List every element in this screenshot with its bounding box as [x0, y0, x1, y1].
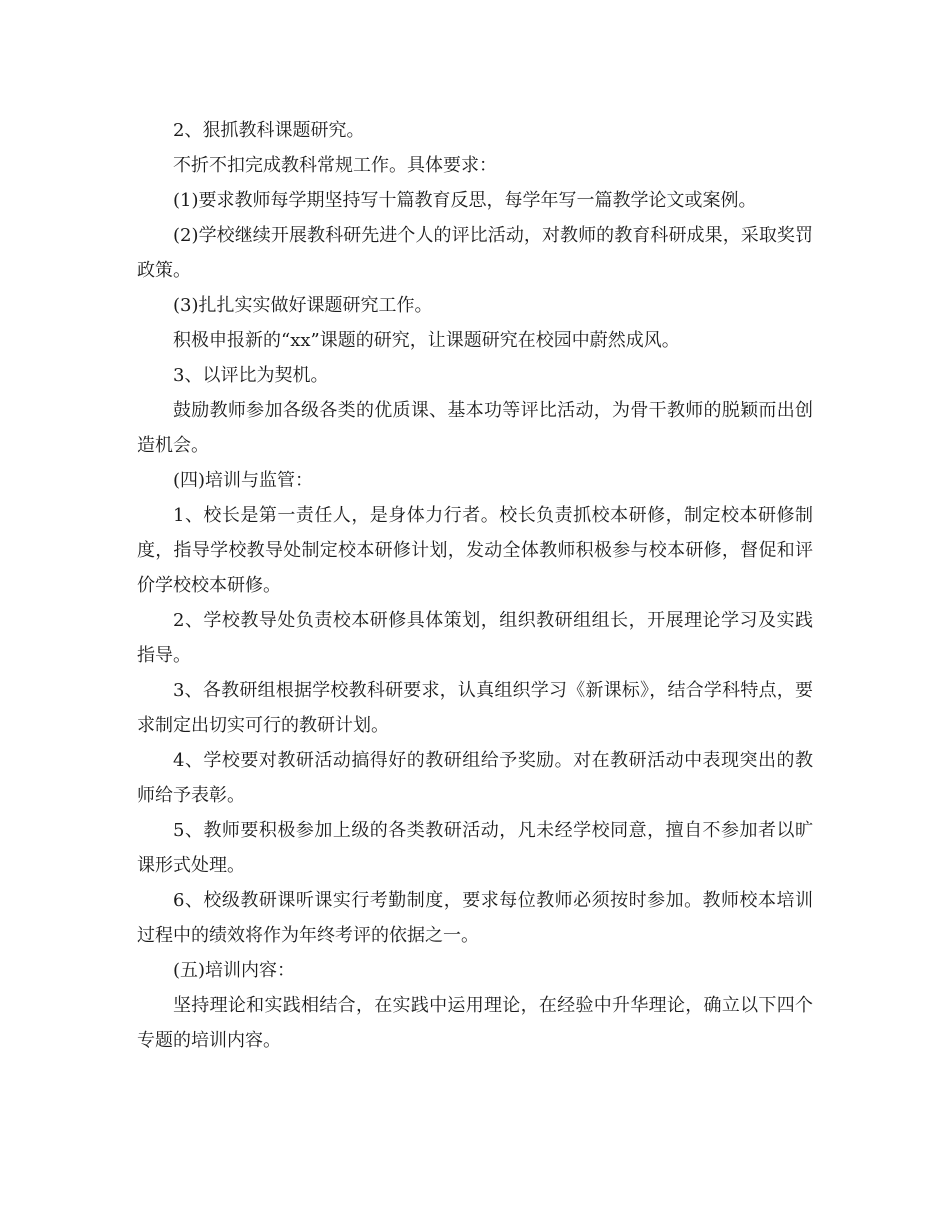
- paragraph: (3)扎扎实实做好课题研究工作。: [173, 295, 433, 316]
- paragraph: 积极申报新的“xx”课题的研究，让课题研究在校园中蔚然成风。: [173, 330, 680, 351]
- paragraph: 4、学校要对教研活动搞得好的教研组给予奖励。对在教研活动中表现突出的教师给予表彰。: [137, 750, 813, 806]
- paragraph: (1)要求教师每学期坚持写十篇教育反思，每学年写一篇教学论文或案例。: [173, 190, 757, 211]
- paragraph: 2、学校教导处负责校本研修具体策划，组织教研组组长，开展理论学习及实践指导。: [137, 610, 813, 666]
- section-heading: (四)培训与监管：: [173, 470, 314, 491]
- document-body: [137, 113, 813, 1058]
- section-heading: (五)培训内容：: [173, 960, 296, 981]
- paragraph: 3、以评比为契机。: [173, 365, 329, 386]
- paragraph: 5、教师要积极参加上级的各类教研活动，凡未经学校同意，擅自不参加者以旷课形式处理。: [137, 820, 813, 876]
- paragraph: 1、校长是第一责任人，是身体力行者。校长负责抓校本研修，制定校本研修制度，指导学校教导处制定校本研修计划，发动全体教师积极参与校本研修，督促和评价学校校本研修。: [137, 505, 813, 596]
- paragraph: 鼓励教师参加各级各类的优质课、基本功等评比活动，为骨干教师的脱颖而出创造机会。: [137, 400, 813, 456]
- paragraph: 3、各教研组根据学校教科研要求，认真组织学习《新课标》，结合学科特点，要求制定出切实可行的教研计划。: [137, 680, 813, 736]
- paragraph: 6、校级教研课听课实行考勤制度，要求每位教师必须按时参加。教师校本培训过程中的绩效将作为年终考评的依据之一。: [137, 890, 813, 946]
- paragraph: (2)学校继续开展教科研先进个人的评比活动，对教师的教育科研成果，采取奖罚政策。: [137, 225, 813, 281]
- paragraph: 2、狠抓教科课题研究。: [173, 120, 365, 141]
- paragraph: 不折不扣完成教科常规工作。具体要求：: [173, 155, 497, 176]
- paragraph: 坚持理论和实践相结合，在实践中运用理论，在经验中升华理论，确立以下四个专题的培训内容。: [137, 995, 813, 1051]
